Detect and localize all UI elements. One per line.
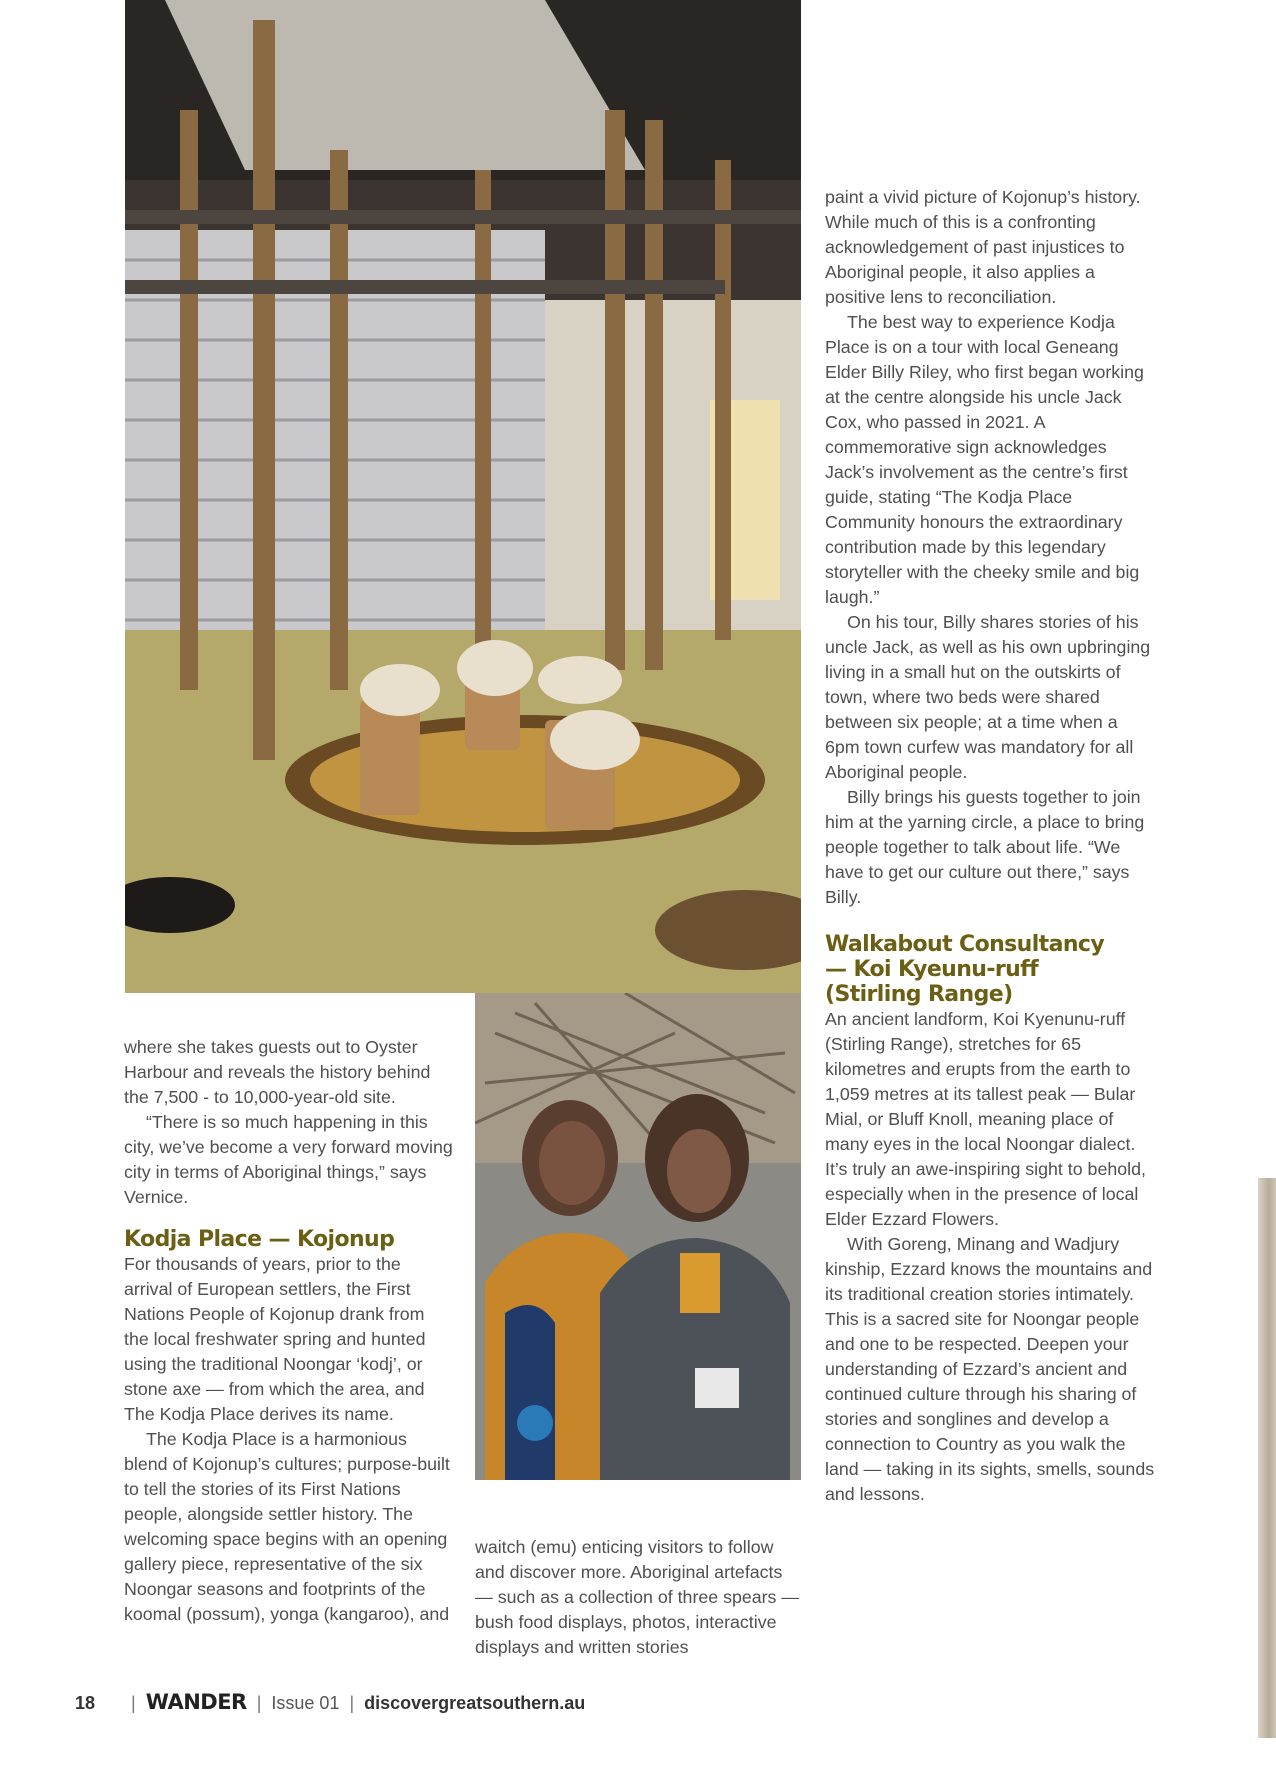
- portrait-photo-icon: [475, 993, 801, 1480]
- elders-portrait-photo: [475, 993, 801, 1480]
- paragraph: The best way to experience Kodja Place is on a tour with local Geneang Elder Billy Riley, who first began working at the centre alongside his uncle Jack Cox, who passed in 2021. A commemorative sign acknowledges Jack’s involvement as the centre’s first guide, stating “The Kodja Place Community honours the extraordinary contribution made by this legendary storyteller with the cheeky smile and big laugh.”: [825, 312, 1144, 607]
- footer-separator: |: [131, 1693, 136, 1713]
- section-heading-walkabout: Walkabout Consultancy — Koi Kyeunu-ruff (Stirling Range): [825, 932, 1105, 1007]
- paragraph: The Kodja Place is a harmonious blend of Kojonup’s cultures; purpose-built to tell the stories of its First Nations people, alongside settler history. The welcoming space begins with an opening gallery piece, representative of the six Noongar seasons and footprints of the koomal (possum), yonga (kangaroo), and: [124, 1429, 450, 1624]
- website-link[interactable]: discovergreatsouthern.au: [364, 1693, 586, 1713]
- gallery-photo-icon: [125, 0, 801, 993]
- paragraph: waitch (emu) enticing visitors to follow and discover more. Aboriginal artefacts — such as a collection of three spears — bush food displays, photos, interactive displays and written stories: [475, 1537, 800, 1657]
- paragraph: An ancient landform, Koi Kyenunu-ruff (Stirling Range), stretches for 65 kilometres and erupts from the earth to 1,059 metres at its tallest peak — Bular Mial, or Bluff Knoll, meaning place of many eyes in the local Noongar dialect. It’s truly an awe-inspiring sight to behold, especially when in the presence of local Elder Ezzard Flowers.: [825, 1009, 1146, 1229]
- footer-separator: |: [256, 1693, 262, 1713]
- page-number: 18: [75, 1693, 96, 1713]
- magazine-brand: WANDER: [145, 1690, 247, 1714]
- paragraph: Billy brings his guests together to join him at the yarning circle, a place to bring people together to talk about life. “We have to get our culture out there,” says Billy.: [825, 787, 1145, 907]
- paragraph: On his tour, Billy shares stories of his uncle Jack, as well as his own upbringing living in a small hut on the outskirts of town, where two beds were shared between six people; at a time when a 6pm town curfew was mandatory for all Aboriginal people.: [825, 612, 1151, 782]
- section-heading-kodja-place: Kodja Place — Kojonup: [124, 1227, 395, 1252]
- column-left: [124, 1035, 454, 1627]
- paragraph: With Goreng, Minang and Wadjury kinship, Ezzard knows the mountains and its traditional creation stories intimately. This is a sacred site for Noongar people and one to be respected. Deepen your understanding of Ezzard’s ancient and continued culture through his sharing of stories and songlines and develop a connection to Country as you walk the land — taking in its sights, smells, sounds and lessons.: [825, 1234, 1155, 1504]
- column-right: [825, 185, 1155, 1507]
- page-footer: [75, 1690, 585, 1720]
- paragraph: paint a vivid picture of Kojonup’s history. While much of this is a confronting acknowledgement of past injustices to Aboriginal people, it also applies a positive lens to reconciliation.: [825, 187, 1141, 307]
- adjacent-page-edge: [1258, 1178, 1276, 1738]
- paragraph: “There is so much happening in this city, we’ve become a very forward moving city in terms of Aboriginal things,” says Vernice.: [124, 1112, 453, 1207]
- footer-separator: |: [349, 1693, 355, 1713]
- issue-label: Issue 01: [271, 1693, 340, 1713]
- column-middle: [475, 1535, 805, 1660]
- paragraph: For thousands of years, prior to the arrival of European settlers, the First Nations People of Kojonup drank from the local freshwater spring and hunted using the traditional Noongar ‘kodj’, or stone axe — from which the area, and The Kodja Place derives its name.: [124, 1254, 426, 1424]
- paragraph: where she takes guests out to Oyster Harbour and reveals the history behind the 7,500 - to 10,000-year-old site.: [124, 1037, 431, 1107]
- kodja-place-gallery-photo: [125, 0, 801, 993]
